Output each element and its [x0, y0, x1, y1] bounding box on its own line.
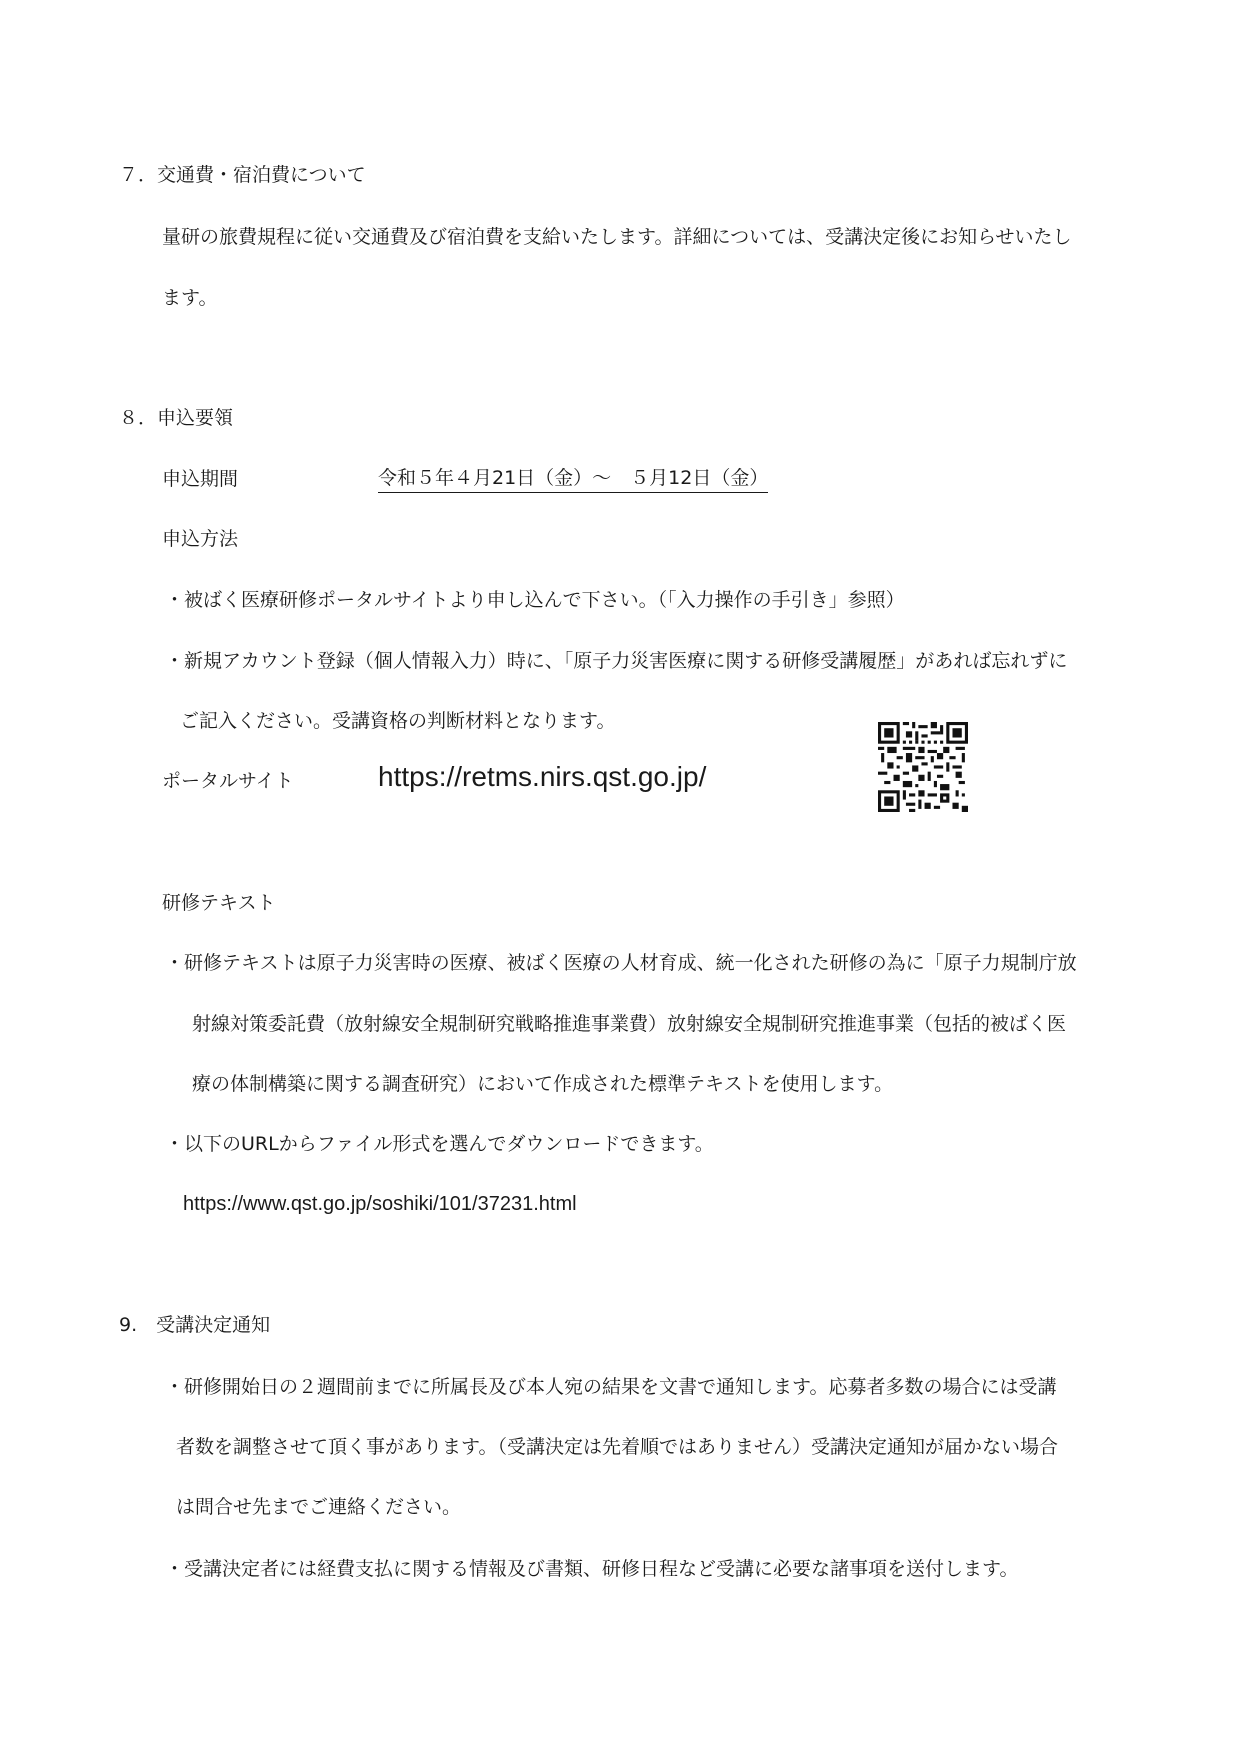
- portal-label: ポータルサイト: [162, 770, 294, 792]
- section9-bullet-1-line2: 者数を調整させて頂く事があります。（受講決定は先着順ではありません）受講決定通知が届かない場合: [176, 1436, 1058, 1458]
- qr-code-icon: [878, 722, 968, 812]
- method-label: 申込方法: [162, 528, 239, 550]
- section7-heading: ７．交通費・宿泊費について: [119, 164, 366, 186]
- section7-line2: ます。: [162, 287, 218, 309]
- section9-heading: 9. 受講決定通知: [119, 1314, 271, 1336]
- text-bullet-1-line2: 射線対策委託費（放射線安全規制研究戦略推進事業費）放射線安全規制研究推進事業（包括的被ばく医: [192, 1013, 1067, 1035]
- method-bullet-1: ・被ばく医療研修ポータルサイトより申し込んで下さい。（「入力操作の手引き」参照）: [165, 589, 905, 611]
- section8-heading: ８．申込要領: [119, 407, 234, 429]
- text-label: 研修テキスト: [162, 892, 276, 914]
- method-bullet-2-line1: ・新規アカウント登録（個人情報入力）時に、「原子力災害医療に関する研修受講履歴」があれば忘れずに: [165, 650, 1068, 672]
- method-bullet-2-line2: ご記入ください。受講資格の判断材料となります。: [180, 710, 616, 732]
- period-label: 申込期間: [162, 468, 239, 490]
- text-bullet-1-line3: 療の体制構築に関する調査研究）において作成された標準テキストを使用します。: [192, 1073, 894, 1095]
- section9-bullet-2: ・受講決定者には経費支払に関する情報及び書類、研修日程など受講に必要な諸事項を送付します。: [165, 1558, 1019, 1580]
- text-bullet-1-line1: ・研修テキストは原子力災害時の医療、被ばく医療の人材育成、統一化された研修の為に「原子力規制庁放: [165, 952, 1077, 974]
- text-url-link[interactable]: https://www.qst.go.jp/soshiki/101/37231.html: [183, 1193, 577, 1215]
- text-bullet-2: ・以下のURLからファイル形式を選んでダウンロードできます。: [165, 1133, 714, 1155]
- section7-line1: 量研の旅費規程に従い交通費及び宿泊費を支給いたします。詳細については、受講決定後にお知らせいたし: [162, 226, 1072, 248]
- portal-url-link[interactable]: https://retms.nirs.qst.go.jp/: [378, 761, 707, 792]
- period-value: 令和５年４月21日（金）～ ５月12日（金）: [378, 465, 768, 493]
- section9-bullet-1-line1: ・研修開始日の２週間前までに所属長及び本人宛の結果を文書で通知します。応募者多数の場合には受講: [165, 1376, 1057, 1398]
- section9-bullet-1-line3: は問合せ先までご連絡ください。: [176, 1496, 462, 1518]
